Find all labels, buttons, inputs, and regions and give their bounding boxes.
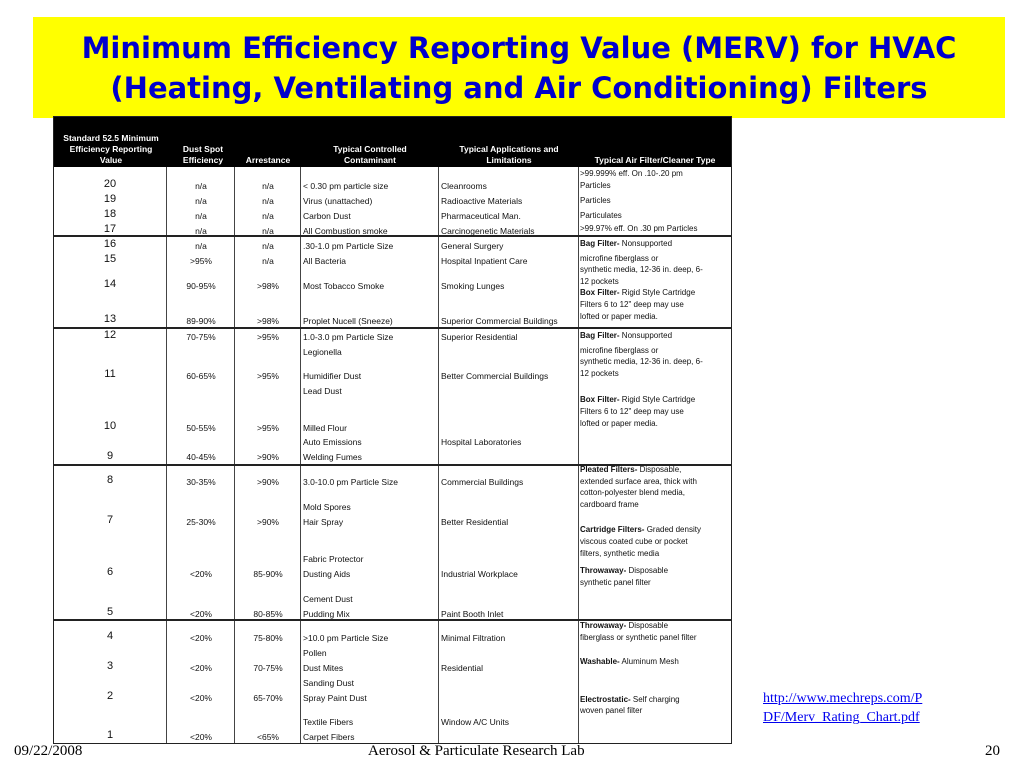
column-divider [300,167,301,743]
slide-title-line-2: (Heating, Ventilating and Air Conditioning) Filters [110,70,928,105]
filter-group-hepa: >99.999% eff. On .10-.20 pm Particles Particles Particulates >99.97% eff. On .30 pm Particles [580,169,698,234]
merv-value: 20 [103,178,117,190]
merv-value: 11 [104,368,116,380]
application-text: Smoking Lunges [441,281,505,291]
merv-value: 14 [103,278,117,290]
merv-value: 4 [106,630,114,642]
header-contaminant: Typical Controlled Contaminant [333,144,407,165]
merv-value: 13 [103,313,117,325]
merv-table [53,116,732,744]
application-text: Cleanrooms [441,181,487,191]
arrestance-value: 65-70% [253,693,283,703]
contaminant-text: Hair Spray [303,517,344,527]
contaminant-text: Dusting Aids [303,569,351,579]
arrestance-value: n/a [262,181,274,191]
footer-date: 09/22/2008 [14,743,83,759]
group-divider [54,235,731,237]
application-text: Paint Booth Inlet [441,609,504,619]
merv-value: 19 [103,193,117,205]
dust-spot-value: n/a [195,211,207,221]
arrestance-value: >90% [257,517,279,527]
contaminant-text: Proplet Nucell (Sneeze) [303,316,393,326]
application-text: Radioactive Materials [441,196,523,206]
group-divider [54,327,731,329]
arrestance-value: >98% [257,316,279,326]
application-text: Industrial Workplace [441,569,518,579]
contaminant-text: Spray Paint Dust [303,693,367,703]
header-filter-type: Typical Air Filter/Cleaner Type [594,155,716,165]
dust-spot-value: 60-65% [186,371,216,381]
dust-spot-value: 70-75% [186,332,216,342]
contaminant-text: Fabric Protector [303,554,364,564]
arrestance-value: >98% [257,281,279,291]
dust-spot-value: 89-90% [186,316,216,326]
contaminant-text: Welding Fumes [303,452,362,462]
application-text: Hospital Laboratories [441,437,522,447]
contaminant-text: All Combustion smoke [303,226,388,236]
dust-spot-value: 30-35% [186,477,216,487]
merv-value: 1 [106,729,114,741]
header-merv: Standard 52.5 Minimum Efficiency Reporting Value [63,133,159,165]
arrestance-value: >95% [257,371,279,381]
source-link[interactable] [763,689,963,727]
arrestance-value: >95% [257,332,279,342]
filter-group-throwaway-washable: Throwaway- Disposable fiberglass or synthetic panel filter Washable- Aluminum Mesh Electrostatic- Self charging woven panel filter [580,621,697,716]
merv-value: 5 [106,606,114,618]
merv-value: 2 [106,690,114,702]
contaminant-text: Sanding Dust [303,678,355,688]
filter-group-bag-box-1: Bag Filter- Nonsupported microfine fiberglass or synthetic media, 12-36 in. deep, 6- 12 pockets Box Filter- Rigid Style Cartridge Filters 6 to 12" deep may use lofted or paper media. [580,239,703,321]
contaminant-text: 1.0-3.0 pm Particle Size [303,332,394,342]
merv-value: 7 [106,514,114,526]
contaminant-text: Dust Mites [303,663,344,673]
column-divider [578,167,579,743]
arrestance-value: >90% [257,477,279,487]
application-text: Minimal Filtration [441,633,506,643]
dust-spot-value: 50-55% [186,423,216,433]
application-text: Superior Commercial Buildings [441,316,558,326]
header-applications: Typical Applications and Limitations [459,144,559,165]
dust-spot-value: >95% [190,256,212,266]
table-header [54,117,731,167]
arrestance-value: >90% [257,452,279,462]
contaminant-text: Legionella [303,347,342,357]
dust-spot-value: <20% [190,693,212,703]
arrestance-value: 85-90% [253,569,283,579]
column-divider [234,167,235,743]
dust-spot-value: <20% [190,633,212,643]
slide-title-line-1: Minimum Efficiency Reporting Value (MERV) for HVAC [81,30,957,65]
contaminant-text: Pudding Mix [303,609,350,619]
contaminant-text: Most Tobacco Smoke [303,281,385,291]
dust-spot-value: n/a [195,241,207,251]
arrestance-value: <65% [257,732,279,742]
column-divider [166,167,167,743]
arrestance-value: n/a [262,196,274,206]
application-text: Carcinogenetic Materials [441,226,535,236]
arrestance-value: n/a [262,226,274,236]
application-text: General Surgery [441,241,504,251]
dust-spot-value: n/a [195,196,207,206]
contaminant-text: 3.0-10.0 pm Particle Size [303,477,398,487]
arrestance-value: n/a [262,211,274,221]
filter-group-pleated-cartridge: Pleated Filters- Disposable, extended surface area, thick with cotton-polyester blend media, cardboard frame Cartridge Filters- Graded density viscous coated cube or pocket filters, synthetic media Throwaway- Disposable synthetic panel filter [580,465,701,587]
contaminant-text: Carbon Dust [303,211,351,221]
dust-spot-value: 25-30% [186,517,216,527]
merv-value: 18 [103,208,117,220]
contaminant-text: Mold Spores [303,502,351,512]
contaminant-text: Milled Flour [303,423,347,433]
application-text: Better Commercial Buildings [441,371,549,381]
arrestance-value: 75-80% [253,633,283,643]
dust-spot-value: n/a [195,181,207,191]
contaminant-text: >10.0 pm Particle Size [303,633,389,643]
merv-value: 8 [106,474,114,486]
contaminant-text: Pollen [303,648,327,658]
dust-spot-value: <20% [190,569,212,579]
contaminant-text: Textile Fibers [303,717,354,727]
column-divider [438,167,439,743]
merv-value: 15 [103,253,117,265]
header-arrestance: Arrestance [245,155,291,165]
dust-spot-value: <20% [190,609,212,619]
dust-spot-value: <20% [190,663,212,673]
contaminant-text: Humidifier Dust [303,371,362,381]
application-text: Commercial Buildings [441,477,524,487]
arrestance-value: 70-75% [253,663,283,673]
header-dust-spot: Dust Spot Efficiency [182,144,224,165]
contaminant-text: .30-1.0 pm Particle Size [303,241,394,251]
page-number: 20 [985,743,1000,759]
application-text: Window A/C Units [441,717,510,727]
application-text: Pharmaceutical Man. [441,211,521,221]
dust-spot-value: <20% [190,732,212,742]
filter-group-bag-box-2: Bag Filter- Nonsupported microfine fiberglass or synthetic media, 12-36 in. deep, 6- 12 pockets Box Filter- Rigid Style Cartridge Filters 6 to 12" deep may use lofted or paper media. [580,331,703,428]
contaminant-text: Carpet Fibers [303,732,355,742]
source-link-line-1[interactable]: http://www.mechreps.com/P [763,691,923,706]
title-banner [33,17,1005,118]
application-text: Superior Residential [441,332,518,342]
arrestance-value: n/a [262,241,274,251]
arrestance-value: 80-85% [253,609,283,619]
merv-value: 9 [106,450,114,462]
application-text: Hospital Inpatient Care [441,256,528,266]
contaminant-text: All Bacteria [303,256,346,266]
footer-lab-name: Aerosol & Particulate Research Lab [368,743,585,759]
source-link-line-2[interactable]: DF/Merv_Rating_Chart.pdf [763,710,920,725]
application-text: Better Residential [441,517,509,527]
contaminant-text: < 0.30 pm particle size [303,181,389,191]
merv-value: 10 [103,420,117,432]
merv-value: 12 [103,329,117,341]
merv-value: 17 [103,223,117,235]
contaminant-text: Auto Emissions [303,437,362,447]
application-text: Residential [441,663,484,673]
merv-value: 6 [106,566,114,578]
merv-value: 3 [106,660,114,672]
contaminant-text: Cement Dust [303,594,353,604]
merv-value: 16 [103,238,117,250]
contaminant-text: Lead Dust [303,386,342,396]
dust-spot-value: 40-45% [186,452,216,462]
arrestance-value: n/a [262,256,274,266]
dust-spot-value: n/a [195,226,207,236]
arrestance-value: >95% [257,423,279,433]
contaminant-text: Virus (unattached) [303,196,373,206]
dust-spot-value: 90-95% [186,281,216,291]
